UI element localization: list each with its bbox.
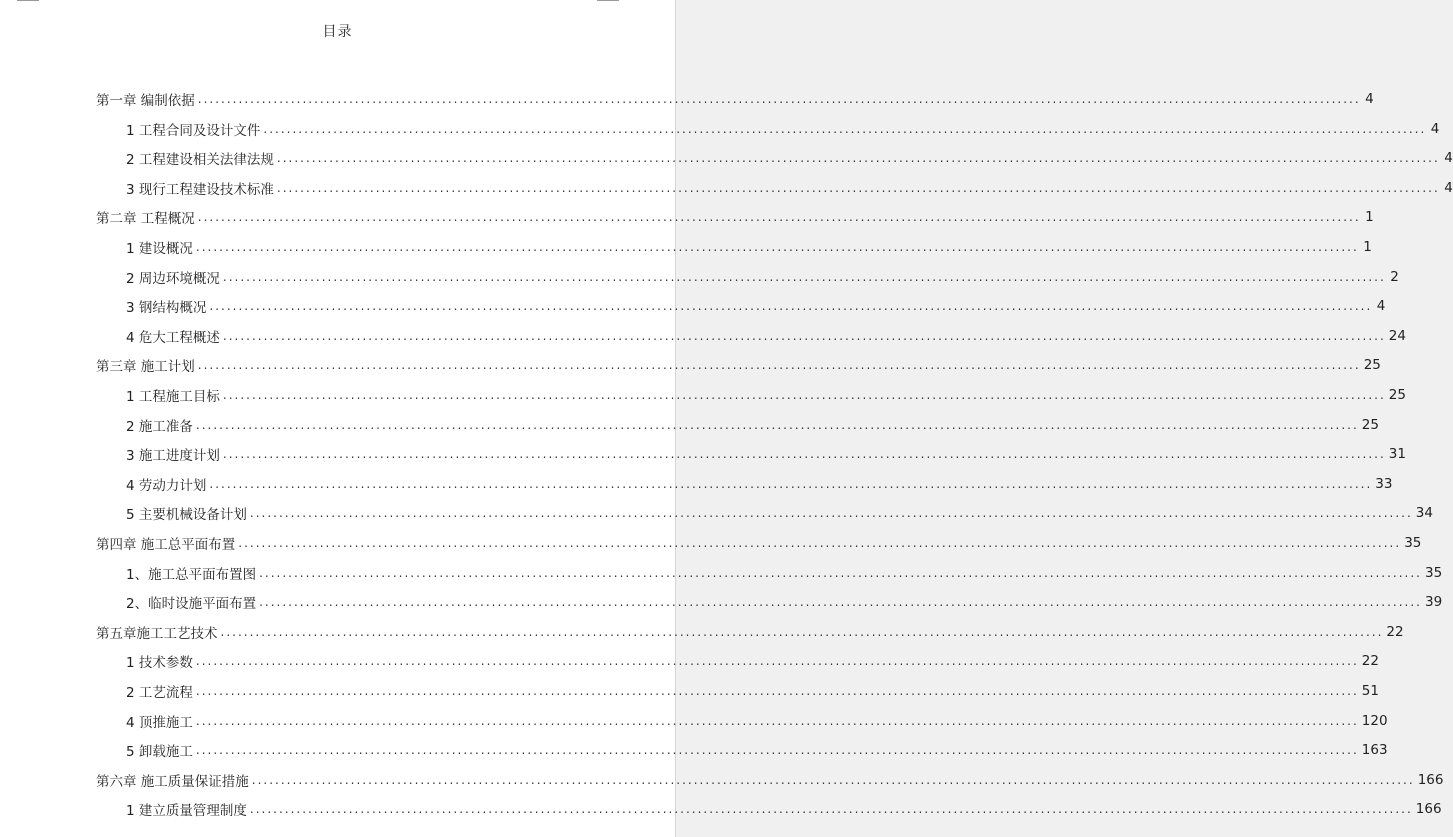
toc-dot-leader: ........................................................................................................................................................................................................: [197, 358, 1361, 373]
toc-page-number: 25: [1361, 416, 1379, 433]
toc-dot-leader: ........................................................................................................................................................................................................: [276, 180, 1440, 195]
toc-section-entry[interactable]: [126, 558, 1443, 588]
toc-entry-label: 第五章施工工艺技术: [96, 625, 218, 642]
toc-page-number: 22: [1361, 653, 1379, 670]
toc-dot-leader: ........................................................................................................................................................................................................: [209, 476, 1373, 491]
toc-dot-leader: ........................................................................................................................................................................................................: [209, 299, 1373, 314]
toc-page-number: 4: [1444, 150, 1453, 167]
toc-entry-label: 5 卸载施工: [126, 744, 193, 761]
toc-page-number: 2: [1390, 268, 1399, 285]
toc-section-entry[interactable]: [126, 735, 1388, 765]
toc-dot-leader: ........................................................................................................................................................................................................: [263, 121, 1427, 136]
toc-section-entry[interactable]: [126, 676, 1379, 706]
page-corner-mark-right: [597, 0, 619, 1]
toc-section-entry[interactable]: [126, 410, 1379, 440]
toc-dot-leader: ........................................................................................................................................................................................................: [249, 506, 1413, 521]
toc-dot-leader: ........................................................................................................................................................................................................: [197, 210, 1361, 225]
toc-page-number: 25: [1388, 387, 1406, 403]
toc-dot-leader: ........................................................................................................................................................................................................: [195, 417, 1359, 432]
toc-chapter-entry[interactable]: [96, 350, 1381, 380]
toc-dot-leader: ........................................................................................................................................................................................................: [195, 240, 1359, 254]
toc-entry-label: 第六章 施工质量保证措施: [96, 773, 249, 790]
toc-dot-leader: ........................................................................................................................................................................................................: [222, 269, 1386, 284]
toc-entry-label: 第一章 编制依据: [96, 93, 195, 109]
toc-dot-leader: ........................................................................................................................................................................................................: [249, 802, 1413, 817]
toc-chapter-entry[interactable]: [96, 84, 1374, 114]
toc-title: 目录: [322, 24, 353, 40]
toc-entry-label: 2 周边环境概况: [126, 270, 220, 287]
toc-dot-leader: ........................................................................................................................................................................................................: [238, 536, 1402, 550]
toc-entry-label: 2 施工准备: [126, 418, 193, 435]
toc-section-entry[interactable]: [126, 262, 1399, 292]
toc-entry-label: 第三章 施工计划: [96, 359, 195, 376]
toc-page-number: 120: [1361, 712, 1388, 729]
toc-section-entry[interactable]: [126, 646, 1379, 676]
toc-page-number: 4: [1444, 179, 1453, 196]
toc-entry-label: 4 顶推施工: [126, 714, 193, 731]
toc-section-entry[interactable]: [126, 143, 1453, 173]
toc-entry-label: 3 现行工程建设技术标准: [126, 181, 274, 198]
toc-entry-label: 第二章 工程概况: [96, 211, 195, 228]
toc-section-entry[interactable]: [126, 587, 1443, 617]
toc-section-entry[interactable]: [126, 469, 1393, 499]
toc-chapter-entry[interactable]: [96, 202, 1374, 232]
toc-section-entry[interactable]: [126, 173, 1453, 203]
toc-section-entry[interactable]: [126, 794, 1442, 824]
toc-entry-label: 1 技术参数: [126, 655, 193, 672]
toc-dot-leader: ........................................................................................................................................................................................................: [259, 595, 1422, 610]
toc-page-number: 35: [1424, 564, 1443, 581]
toc-entry-label: 3 施工进度计划: [126, 448, 220, 465]
toc-section-entry[interactable]: [126, 321, 1406, 351]
toc-dot-leader: ........................................................................................................................................................................................................: [195, 713, 1359, 728]
toc-page-number: 4: [1365, 91, 1374, 107]
page-corner-mark-left: [17, 0, 39, 1]
toc-entry-label: 1 建立质量管理制度: [126, 803, 247, 820]
toc-section-entry[interactable]: [126, 232, 1372, 262]
toc-page-number: 1: [1363, 239, 1372, 255]
toc-entry-label: 2 工程建设相关法律法规: [126, 152, 274, 169]
toc-section-entry[interactable]: [126, 706, 1388, 736]
toc-page-number: 31: [1388, 446, 1406, 463]
toc-dot-leader: ........................................................................................................................................................................................................: [220, 624, 1384, 639]
toc-dot-leader: ........................................................................................................................................................................................................: [197, 92, 1361, 106]
toc-section-entry[interactable]: [126, 291, 1386, 321]
toc-entry-label: 4 危大工程概述: [126, 329, 220, 346]
toc-dot-leader: ........................................................................................................................................................................................................: [195, 654, 1359, 669]
toc-dot-leader: ........................................................................................................................................................................................................: [251, 772, 1415, 787]
toc-entry-label: 1 建设概况: [126, 241, 193, 257]
toc-chapter-entry[interactable]: [96, 765, 1444, 795]
toc-entry-label: 2、临时设施平面布置: [126, 596, 257, 613]
toc-page-number: 25: [1363, 357, 1381, 374]
toc-page-number: 163: [1361, 742, 1388, 759]
toc-section-entry[interactable]: [126, 380, 1406, 410]
toc-page-number: 166: [1415, 801, 1442, 818]
toc-page-number: 1: [1365, 209, 1374, 226]
toc-dot-leader: ........................................................................................................................................................................................................: [195, 684, 1359, 698]
toc-page-number: 166: [1417, 771, 1444, 788]
toc-entry-label: 第四章 施工总平面布置: [96, 537, 236, 553]
toc-section-entry[interactable]: [126, 498, 1433, 528]
toc-dot-leader: ........................................................................................................................................................................................................: [222, 447, 1386, 462]
toc-entry-label: 1 工程合同及设计文件: [126, 122, 261, 139]
toc-dot-leader: ........................................................................................................................................................................................................: [259, 565, 1422, 580]
toc-page-number: 4: [1376, 298, 1386, 315]
toc-chapter-entry[interactable]: [96, 617, 1404, 647]
toc-dot-leader: ........................................................................................................................................................................................................: [276, 151, 1440, 166]
toc-section-entry[interactable]: [126, 439, 1406, 469]
toc-page-number: 4: [1430, 120, 1440, 137]
toc-entry-label: 5 主要机械设备计划: [126, 507, 247, 524]
toc-page-number: 35: [1404, 535, 1422, 551]
toc-page-number: 39: [1424, 594, 1443, 611]
toc-dot-leader: ........................................................................................................................................................................................................: [222, 388, 1386, 402]
toc-dot-leader: ........................................................................................................................................................................................................: [195, 743, 1359, 758]
toc-page-number: 33: [1375, 475, 1393, 492]
toc-page-number: 51: [1361, 683, 1379, 699]
toc-dot-leader: ........................................................................................................................................................................................................: [222, 328, 1386, 343]
toc-entry-label: 2 工艺流程: [126, 685, 193, 701]
toc-chapter-entry[interactable]: [96, 528, 1422, 558]
toc-page-number: 22: [1386, 623, 1404, 640]
toc-page-number: 24: [1388, 327, 1406, 344]
toc-section-entry[interactable]: [126, 114, 1440, 144]
toc-entry-label: 4 劳动力计划: [126, 477, 207, 494]
toc-entry-label: 1 工程施工目标: [126, 389, 220, 405]
toc-page-number: 34: [1415, 505, 1433, 522]
toc-entry-label: 1、施工总平面布置图: [126, 566, 257, 583]
toc-entry-label: 3 钢结构概况: [126, 300, 207, 317]
